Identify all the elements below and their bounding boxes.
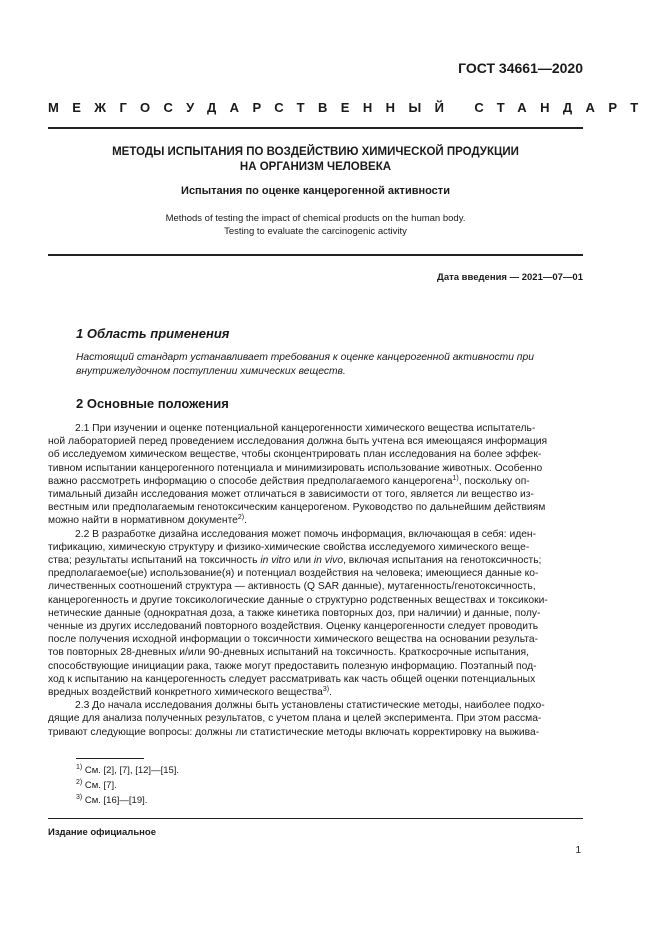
section-2-heading: 2 Основные положения — [76, 396, 229, 411]
paragraph-line: тификацию, химическую структуру и физико-химические свойства исследуемого химического веще- — [48, 541, 530, 553]
footnote-ref-3[interactable]: 3) — [322, 686, 330, 694]
paragraph-line: ства; результаты испытаний на токсичность in vitro или in vivo, включая испытания на генотоксичность; — [48, 555, 542, 567]
section-1-text — [76, 351, 583, 378]
paragraph-line: важно рассмотреть информацию о способе действия предполагаемого канцерогена$^{1)}$, поскольку оп- — [48, 474, 530, 487]
title-rule — [48, 254, 583, 256]
paragraph-line: предполагаемое(ые) использование(я) и потенциал воздействия на человека; имеющиеся данные ко- — [48, 568, 539, 580]
paragraph-line: нетические данные (однократная доза, а также кинетика повторных доз, при наличии) и данные, полу- — [48, 607, 541, 619]
standard-banner: МЕЖГОСУДАРСТВЕННЫЙ СТАНДАРТ — [48, 100, 652, 115]
paragraph-line: тов повторных 28-дневных и/или 90-дневных испытаний на токсичность. Краткосрочные испытания, — [48, 647, 529, 659]
paragraph-line: ход к испытанию на канцерогенность следует рассматривать как часть общей оценки потенциальных — [48, 673, 536, 685]
paragraph-line: тривают следующие вопросы: должны ли статистические методы включать корректировку на выжива- — [48, 726, 540, 738]
paragraph-line: 2.1 При изучении и оценке потенциальной канцерогенности химического вещества испытатель- — [75, 423, 536, 434]
paragraph-line: дящие для анализа полученных результатов, с учетом плана и целей эксперимента. При этом рассма- — [48, 713, 542, 725]
english-title — [48, 212, 583, 238]
paragraph-line: об исследуемом химическом веществе, чтобы сконцентрировать план исследования на более эффек- — [48, 449, 542, 461]
section-1-line: внутрижелудочном поступлении химических веществ. — [76, 365, 346, 377]
footnotes — [76, 763, 179, 808]
paragraph-line: 2.3 До начала исследования должны быть установлены статистические методы, наиболее подхо- — [75, 700, 545, 712]
english-title-line-2: Testing to evaluate the carcinogenic activity — [224, 226, 407, 237]
footnote-ref-1[interactable]: 1) — [452, 474, 459, 482]
paragraph-line: личественных соотношений структура — активность (Q SAR данные), мутагенность/генотоксичность, — [48, 581, 536, 593]
paragraph-line: тимальный дизайн исследования может отличаться в зависимости от того, является ли вещество из- — [48, 489, 534, 501]
paragraph-line: после получения исходной информации о токсичности химического вещества на основании результа- — [48, 634, 539, 646]
paragraph-line: 2.2 В разработке дизайна исследования может помочь информация, включающая в себя: иден- — [75, 528, 537, 540]
paragraph-line: способствующие инициации рака, также могут предоставить полезную информацию. Поэтапный под- — [48, 660, 537, 672]
footnote-2: $^{2)}$ См. [7]. — [76, 779, 117, 791]
title-line-1: МЕТОДЫ ИСПЫТАНИЯ ПО ВОЗДЕЙСТВИЮ ХИМИЧЕСКОЙ ПРОДУКЦИИ — [112, 146, 519, 158]
document-subtitle: Испытания по оценке канцерогенной активности — [181, 185, 450, 197]
paragraph-line: можно найти в нормативном документе$^{2)}$. — [48, 514, 248, 527]
introduction-date: Дата введения — 2021—07—01 — [437, 272, 583, 283]
section-1-heading: 1 Область применения — [76, 326, 230, 341]
paragraph-line: тивном испытании канцерогенного потенциала и минимизировать использование животных. Особенно — [48, 462, 543, 474]
document-title — [48, 145, 583, 175]
paragraph-line: вредных воздействий конкретного химического вещества$^{3)}$. — [48, 686, 332, 699]
footnote-ref-2[interactable]: 2) — [237, 514, 245, 522]
title-line-2: НА ОРГАНИЗМ ЧЕЛОВЕКА — [239, 161, 392, 173]
footnote-1: $^{1)}$ См. [2], [7], [12]—[15]. — [76, 764, 180, 776]
edition-label: Издание официальное — [48, 827, 156, 838]
footnote-3: $^{3)}$ См. [16]—[19]. — [76, 794, 148, 806]
paragraph-line: канцерогенность и другие токсикологические данные о структурно родственных веществах и токсикоки- — [48, 594, 548, 606]
paragraph-line: вестным или предполагаемым генотоксическим канцерогеном. Руководство по дальнейшим действиям — [48, 502, 546, 514]
top-rule — [48, 127, 583, 129]
paragraph-line: ной лабораторией перед проведением исследования должна быть учтена вся имеющаяся информация — [48, 436, 548, 448]
footnote-rule — [76, 758, 144, 759]
section-1-line: Настоящий стандарт устанавливает требования к оценке канцерогенной активности при — [76, 352, 534, 363]
footer-rule — [48, 818, 583, 819]
section-2-body — [48, 422, 583, 739]
paragraph-line: ченные из других исследований повторного воздействия. Оценку канцерогенности следует проводить — [48, 621, 539, 633]
page-number: 1 — [575, 845, 581, 856]
standard-number: ГОСТ 34661—2020 — [458, 60, 583, 76]
english-title-line-1: Methods of testing the impact of chemical products on the human body. — [165, 213, 466, 224]
